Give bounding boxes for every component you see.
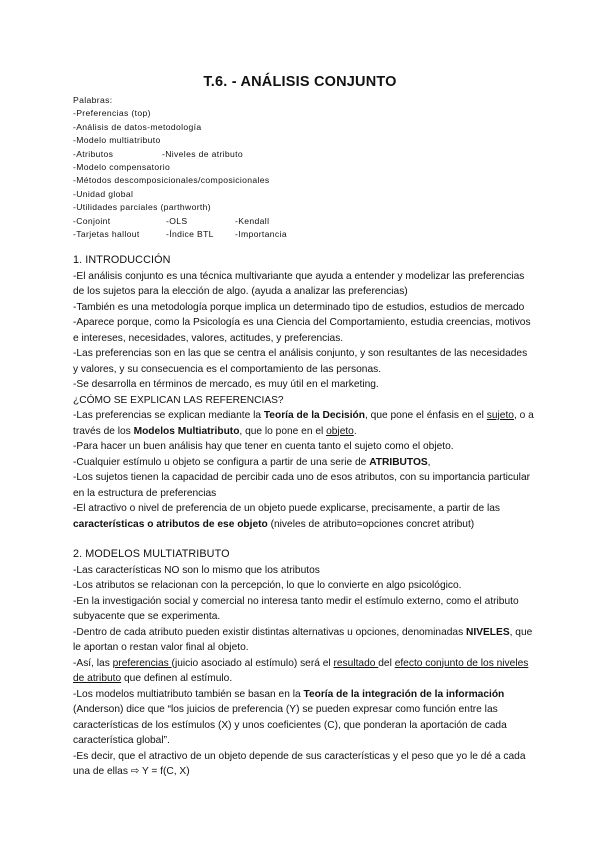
keyword-item: -Unidad global <box>73 188 134 199</box>
paragraph: -Es decir, que el atractivo de un objeto depende de sus características y el peso que yo le dé a cada una de ellas ⇨ Y = f(C, X) <box>73 750 526 777</box>
subheading: ¿CÓMO SE EXPLICAN LAS REFERENCIAS? <box>73 394 284 406</box>
keywords-heading: Palabras: <box>73 95 113 105</box>
paragraph: -En la investigación social y comercial no interesa tanto medir el estímulo externo, como el atributo subyacente que se experimenta. <box>73 595 519 622</box>
keyword-item: -Utilidades parciales (parthworth) <box>73 202 211 213</box>
section-heading: 2. MODELOS MULTIATRIBUTO <box>73 548 230 560</box>
keyword-item: -Modelo multiatributo <box>73 135 161 146</box>
keyword-item: -Análisis de datos-metodología <box>73 121 202 132</box>
keyword-item: -Preferencias (top) <box>73 108 151 119</box>
bold-term: ATRIBUTOS <box>369 456 428 468</box>
underlined-term: sujeto <box>486 410 514 421</box>
underlined-term: resultado <box>333 657 379 669</box>
keyword-item: -Importancia <box>235 228 287 239</box>
paragraph: -El análisis conjunto es una técnica multivariante que ayuda a entender y modelizar las preferencias de los sujetos para la elección de algo. (ayuda a analizar las preferencias) <box>73 270 525 297</box>
keyword-item: -Métodos descomposicionales/composicionales <box>73 175 270 186</box>
paragraph: -Las preferencias son en las que se centra el análisis conjunto, y son resultantes de las necesidades y valores, y su consecuencia es el comportamiento de las personas. <box>73 348 528 375</box>
underlined-term: objeto <box>326 425 354 437</box>
keyword-item: -Índice BTL <box>166 228 214 239</box>
keyword-item: -Kendall <box>235 215 270 226</box>
bold-term: Modelos Multiatributo <box>133 425 240 437</box>
paragraph: -El atractivo o nivel de preferencia de un objeto puede explicarse, precisamente, a partir de las características o atributos de ese objeto (niveles de atributo=opciones concret atribut) <box>73 503 500 530</box>
paragraph: -Cualquier estímulo u objeto se configura a partir de una serie de ATRIBUTOS, <box>73 456 431 468</box>
paragraph: -Para hacer un buen análisis hay que tener en cuenta tanto el sujeto como el objeto. <box>73 441 454 452</box>
paragraph: -También es una metodología porque implica un determinado tipo de estudios, estudios de mercado <box>73 301 525 313</box>
paragraph: -Los atributos se relacionan con la percepción, lo que lo convierte en algo psicológico. <box>73 580 462 591</box>
bold-term: características o atributos de ese objeto <box>73 518 268 530</box>
paragraph: -Así, las preferencias (juicio asociado al estímulo) será el resultado del efecto conjunto de los niveles de atributo que definen al estímulo. <box>73 657 529 684</box>
keyword-item: -Tarjetas hallout <box>73 228 140 239</box>
paragraph: -Las preferencias se explican mediante la Teoría de la Decisión, que pone el énfasis en el sujeto, o a través de los Modelos Multiatributo, que lo pone en el objeto. <box>73 410 534 437</box>
underlined-term: efecto conjunto de los niveles de atributo <box>73 657 529 684</box>
keyword-item: -Niveles de atributo <box>162 148 244 159</box>
paragraph: -Se desarrolla en términos de mercado, es muy útil en el marketing. <box>73 379 379 390</box>
bold-term: Teoría de la integración de la información <box>303 688 505 700</box>
bold-term: Teoría de la Decisión <box>263 410 365 421</box>
paragraph: -Dentro de cada atributo pueden existir distintas alternativas u opciones, denominadas NIVELES, que le aportan o restan valor final al objeto. <box>73 626 533 653</box>
keyword-item: -Conjoint <box>73 215 111 226</box>
paragraph: -Las características NO son lo mismo que los atributos <box>73 564 320 576</box>
keyword-item: -OLS <box>166 215 188 226</box>
underlined-term: preferencias <box>112 657 172 669</box>
bold-term: NIVELES <box>466 626 510 638</box>
paragraph: -Los modelos multiatributo también se basan en la Teoría de la integración de la información (Anderson) dice que “los juicios de preferencia (Y) se pueden expresar como función entre las características de los estímulos (X) y unos coeficientes (C), que ponderan la aportación de cada característica global”. <box>73 688 507 746</box>
keyword-item: -Modelo compensatorio <box>73 161 171 172</box>
keyword-item: -Atributos <box>73 148 114 159</box>
section-modelos-multiatributo <box>73 547 535 780</box>
paragraph: -Los sujetos tienen la capacidad de percibir cada uno de esos atributos, con su importancia particular en la estructura de preferencias <box>73 472 531 499</box>
section-introduccion <box>73 253 535 532</box>
section-heading: 1. INTRODUCCIÓN <box>73 254 171 266</box>
page-title: T.6. - ANÁLISIS CONJUNTO <box>203 74 397 90</box>
paragraph: -Aparece porque, como la Psicología es una Ciencia del Comportamiento, estudia creencias, motivos e intereses, necesidades, valores, actitudes, y preferencias. <box>73 317 531 344</box>
